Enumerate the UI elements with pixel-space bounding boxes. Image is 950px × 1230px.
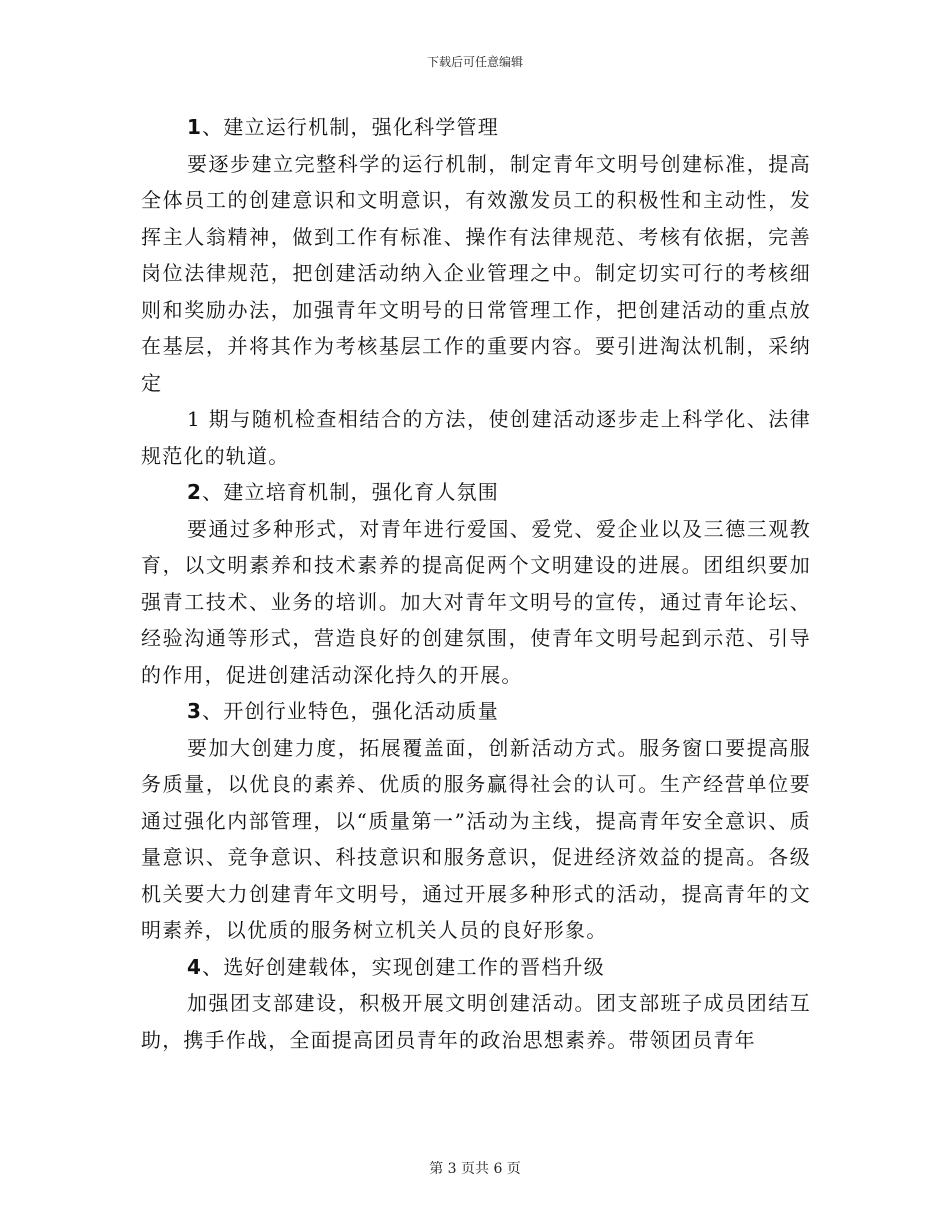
section-number: 3 bbox=[187, 699, 203, 723]
section-number: 1 bbox=[187, 115, 203, 139]
paragraph: 要加大创建力度，拓展覆盖面，创新活动方式。服务窗口要提高服务质量，以优良的素养、优质的服务赢得社会的认可。生产经营单位要通过强化内部管理，以“质量第一”活动为主线，提高青年安全意识、质量意识、竞争意识、科技意识和服务意识，促进经济效益的提高。各级机关要大力创建青年文明号，通过开展多种形式的活动，提高青年的文明素养，以优质的服务树立机关人员的良好形象。 bbox=[141, 735, 811, 942]
page-header: 下载后可任意编辑 bbox=[426, 55, 523, 69]
section-heading-4 bbox=[141, 949, 811, 986]
section-number: 2 bbox=[187, 480, 203, 504]
section-heading-3 bbox=[141, 693, 811, 730]
paragraph: 要通过多种形式，对青年进行爱国、爱党、爱企业以及三德三观教育，以文明素养和技术素养的提高促两个文明建设的进展。团组织要加强青工技术、业务的培训。加大对青年文明号的宣传，通过青年论坛、经验沟通等形式，营造良好的创建氛围，使青年文明号起到示范、引导的作用，促进创建活动深化持久的开展。 bbox=[141, 516, 811, 687]
section-heading-1 bbox=[141, 109, 811, 146]
paragraph: 1 期与随机检查相结合的方法，使创建活动逐步走上科学化、法律规范化的轨道。 bbox=[141, 407, 811, 468]
section-number: 4 bbox=[187, 954, 203, 979]
section-title: 、选好创建载体，实现创建工作的晋档升级 bbox=[202, 954, 605, 979]
section-title: 、开创行业特色，强化活动质量 bbox=[202, 699, 499, 723]
section-title: 、建立培育机制，强化育人氛围 bbox=[202, 480, 499, 504]
section-title: 、建立运行机制，强化科学管理 bbox=[202, 115, 499, 139]
document-body bbox=[141, 109, 811, 1058]
page-footer: 第 3 页共 6 页 bbox=[429, 1161, 521, 1177]
paragraph: 要逐步建立完整科学的运行机制，制定青年文明号创建标准，提高全体员工的创建意识和文明意识，有效激发员工的积极性和主动性，发挥主人翁精神，做到工作有标准、操作有法律规范、考核有依据，完善岗位法律规范，把创建活动纳入企业管理之中。制定切实可行的考核细则和奖励办法，加强青年文明号的日常管理工作，把创建活动的重点放在基层，并将其作为考核基层工作的重要内容。要引进淘汰机制，采纳定 bbox=[141, 151, 811, 395]
section-heading-2 bbox=[141, 474, 811, 511]
paragraph: 加强团支部建设，积极开展文明创建活动。团支部班子成员团结互助，携手作战，全面提高团员青年的政治思想素养。带领团员青年 bbox=[141, 991, 811, 1052]
